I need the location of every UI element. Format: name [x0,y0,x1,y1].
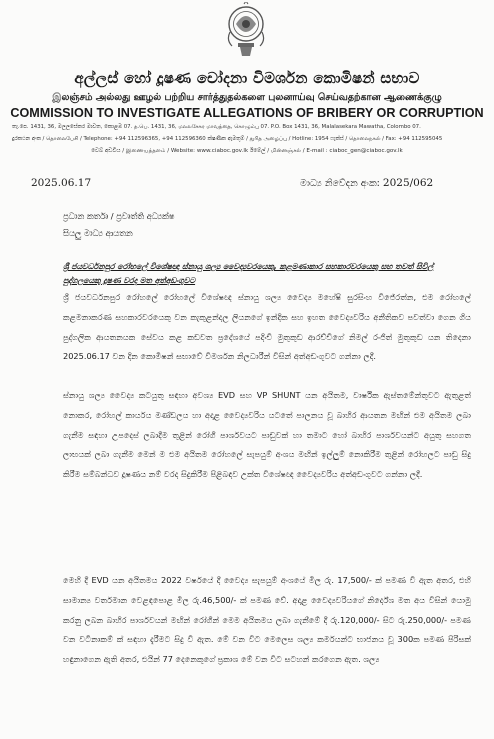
reference-label: මාධ්‍ය නිවේදන අංක: [300,178,380,189]
commission-name-english: COMMISSION TO INVESTIGATE ALLEGATIONS OF BRIBERY OR CORRUPTION [10,106,484,120]
body-paragraph-3: මෙහි දී EVD යන අයිතමය 2022 වර්ෂයේ දී වෛද්‍ය සැපයුම් අංශයේ මිල රු. 17,500/- ක් පමණ වී ඇත අතර, එහි සාමාන්‍ය වර්තමාන වෙළඳපොළ මිල රු.46,500/- ක් පමණ වේ. අදාළ වෛද්‍යවරියගේ නිර්දේශ මත අය විසින් යොමු කරනු ලබන බාහිර පාර්ශවයන් මඟින් රෝගීන් මෙම අයිතමය ලබා ගැනීමේ දී රු.120,000/- සිට රු.250,000/- පමණ වන වටිනාකම් ක් සඳහා දැරීමට සිදු වී ඇත. මේ වන විට මෙලෙස ශල්‍ය කර්මයන්ට භාජනය වූ 300ක පමණ පිරිසක් හඳුනාගෙන ඇති අතර, එයින් 77 දෙනෙකුගේ ප්‍රකාශ මේ වන විට සටහන් කරගෙන ඇත. ශල්‍ය [63,575,471,665]
addressee-line-2: සියලු මාධ්‍ය ආයතන [63,228,133,238]
release-reference [300,177,433,189]
contact-numbers: දුරකථන අංක / தொலைபேசி / Telephone: +94 112596365, +94 112596360 ක්ෂණික ඇමතුම් / துரித அழைப்பு / Hotline: 1954 ෆැක්ස් / தொலைநகல் / Fax: +94 112595045 [12,136,443,142]
commission-name-tamil: இலஞ்சம் அல்லது ஊழல் பற்றிய சார்த்துதல்களை புலனாய்வு செய்வதற்கான ஆணைக்குழு [52,92,442,103]
postal-address: තැ.පෙ. 1431, 36, මලලසේකර මාවත, කොළඹ 07. த.பெ. 1431, 36, மலலசேகர மாவத்தை, கொழும்பு 07. P.O. Box 1431, 36, Malalasekara Mawatha, Colombo 07. [12,124,421,130]
reference-number: 2025/062 [382,177,434,189]
release-date: 2025.06.17 [31,177,92,189]
subject-heading: ශ්‍රී ජයවර්ධනපුර රෝහලේ විශේෂඥ ස්නායු ශල්‍ය වෛද්‍යවරයෙකු, කළමණාකාර සහකාරවරයෙකු සහ තවත් සිවිල් පුද්ගලයෙකු දූෂණ වරද මත අත්අඩංගුවට [63,262,434,285]
body-paragraph-1: ශ්‍රී ජයවර්ධනපුර රෝහලේ රෝහලේ විශේෂඥ ස්නායු ශල්‍ය වෛද්‍ය මහේෂි සුරසිංහ විජේරත්න, එම රෝහලේ කළමනාකරණ සහකාරවරයෙකු වන කැකුළන්දල ලියනගේ ඉන්දික සහ ඉහත වෛද්‍යවරිය අනීතිකව පවත්වා ගෙන ගිය පුද්ගලික ආයතනයක සේවය කළ කඩවත ප්‍රදේශයේ පදිංචි මුතුකුඩ ආරච්චිගේ නිමල් රංජිත් මුතුකුඩ යන තිදෙනා 2025.06.17 වන දින කොමිෂන් සභාවේ විමර්ශන නිලධාරීන් විසින් අත්අඩංගුවට ගන්නා ලදී. [63,292,471,362]
state-emblem-icon [226,2,266,60]
commission-name-sinhala: අල්ලස් හෝ දූෂණ චෝදනා විමර්ශන කොමිෂන් සභාව [74,69,420,87]
body-paragraph-2: ස්නායු ශල්‍ය වෛද්‍ය කටයුතු සඳහා අවශ්‍ය EVD සහ VP SHUNT යන අයිතම, වාර්ෂික ඇස්තමේන්තුවට ඇතුළත් නොකර, රෝහල් කාර්යය මණ්ඩලය හා අදාළ වෛද්‍යවරිය යටතේ පාලනය වූ බාහිර ආයතන මඟින් එම අයිතම ලබා ගැනීම සඳහා උපදෙස් ලබාදීම තුළින් රෝගී පාර්ශවයට පාඩුවක් හා තමාට හෝ බාහිර පාර්ශවයන්ට අයුතු සහගත ලාභයක් ලබා ගැනීම මෙන් ම එම අයිතම රෝහලේ සැපයුම් අංශය මඟින් ඉල්ලුම් නොකිරීම තුළින් රෝහලට පාඩු සිදු කිරීම සම්බන්ධව දූෂණය නම් වරද සිදුකිරීම පිළිබඳව උක්ත විශේෂඥ වෛද්‍යවරිය අත්අඩංගුවට ගන්නා ලදී. [63,390,471,480]
addressee-line-1: ප්‍රධාන කර්තෘ / ප්‍රවෘත්ති අධ්‍යක්ෂ [63,211,175,221]
web-and-email: වෙබ් අඩවිය / இணையத்தளம் / Website: www.ciaboc.gov.lk ඊමේල් / மின்னஞ்சல் / E-mail : ciaboc_gen@ciaboc.gov.lk [91,148,403,154]
